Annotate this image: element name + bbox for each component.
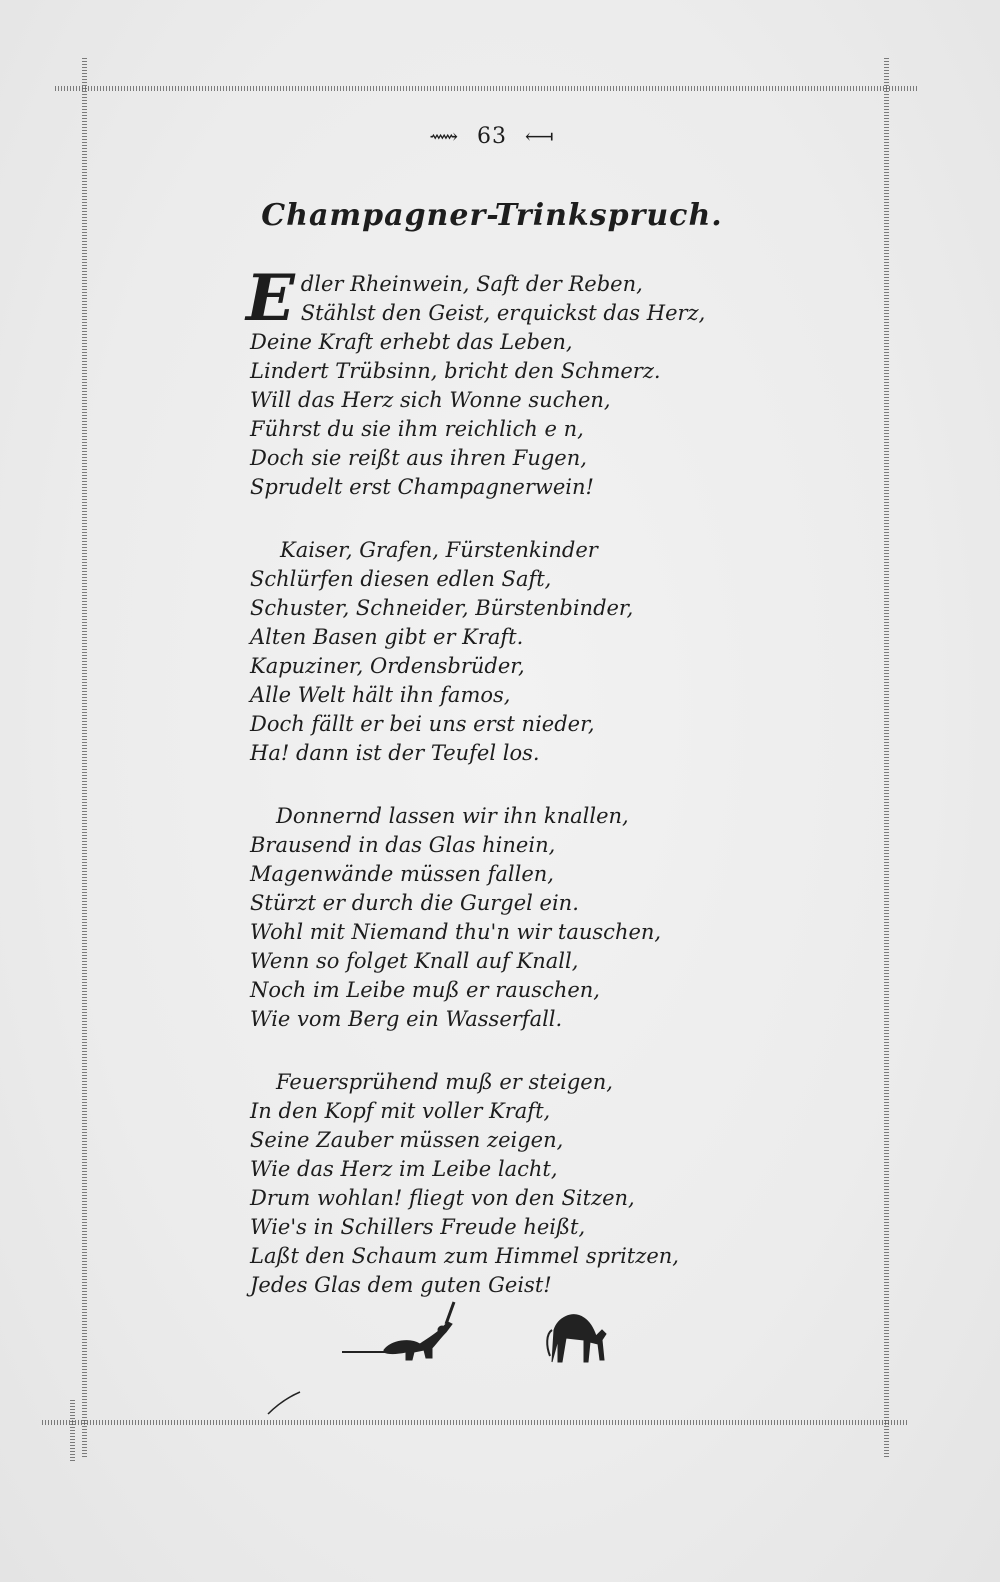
vignettes [340,1300,640,1390]
poem-line: dler Rheinwein, Saft der Reben, [300,272,643,296]
page-number-ornament-right: ⟻ [525,124,555,148]
poem-line: Noch im Leibe muß er rauschen, [250,978,600,1002]
poem-line: Alle Welt hält ihn famos, [250,683,511,707]
poem-line: Deine Kraft erhebt das Leben, [250,330,573,354]
poem-line: Wie vom Berg ein Wasserfall. [250,1007,563,1031]
poem-line: Magenwände müssen fallen, [250,862,554,886]
poem-line: Jedes Glas dem guten Geist! [250,1273,552,1297]
arched-cat-icon [547,1315,606,1362]
poem-line: Stürzt er durch die Gurgel ein. [250,891,579,915]
poem-line: Schlürfen diesen edlen Saft, [250,567,552,591]
poem-line: Will das Herz sich Wonne suchen, [250,388,611,412]
drop-cap: E [246,261,295,336]
poem-line: Doch fällt er bei uns erst nieder, [250,712,595,736]
poem-line: Lindert Trübsinn, bricht den Schmerz. [250,359,661,383]
poem-line: Brausend in das Glas hinein, [250,833,556,857]
poem-line: Wie das Herz im Leibe lacht, [250,1157,558,1181]
left-border-rule [82,58,87,1458]
top-border-rule [55,86,917,91]
page-number [0,124,984,149]
stanza-4 [250,1068,750,1300]
poem-line: Ha! dann ist der Teufel los. [250,741,540,765]
poem-title: Champagner-Trinkspruch. [261,198,723,233]
poem-line: Drum wohlan! fliegt von den Sitzen, [250,1186,635,1210]
poem-line: Doch sie reißt aus ihren Fugen, [250,446,587,470]
poem-body [246,261,750,1334]
poem-line: Stählst den Geist, erquickst das Herz, [300,301,706,325]
poem-line: Kaiser, Grafen, Fürstenkinder [280,538,598,562]
poem-line: Schuster, Schneider, Bürstenbinder, [250,596,634,620]
stanza-3 [250,802,750,1034]
left-lower-border-rule [70,1400,75,1462]
poem-line: Donnernd lassen wir ihn knallen, [276,804,629,828]
poem-line: Alten Basen gibt er Kraft. [250,625,524,649]
bottom-border-rule [42,1420,908,1425]
poem-line: Laßt den Schaum zum Himmel spritzen, [250,1244,679,1268]
page-number-value: 63 [477,124,507,149]
poem-line: Feuersprühend muß er steigen, [276,1070,613,1094]
poem-line: Kapuziner, Ordensbrüder, [250,654,525,678]
poem-line: Wohl mit Niemand thu'n wir tauschen, [250,920,662,944]
poem-line: Wie's in Schillers Freude heißt, [250,1215,586,1239]
poem-line: Seine Zauber müssen zeigen, [250,1128,564,1152]
poem-line: Führst du sie ihm reichlich e n, [250,417,584,441]
stanza-2 [250,536,750,768]
poem-line: Sprudelt erst Champagnerwein! [250,475,594,499]
stanza-1 [246,261,750,502]
right-border-rule [884,58,889,1458]
page-number-ornament-left: ⟿ [429,124,459,148]
monkey-with-bottle-icon [342,1302,454,1360]
poem-line: In den Kopf mit voller Kraft, [250,1099,551,1123]
stray-pen-mark [266,1388,306,1418]
poem-line: Wenn so folget Knall auf Knall, [250,949,579,973]
